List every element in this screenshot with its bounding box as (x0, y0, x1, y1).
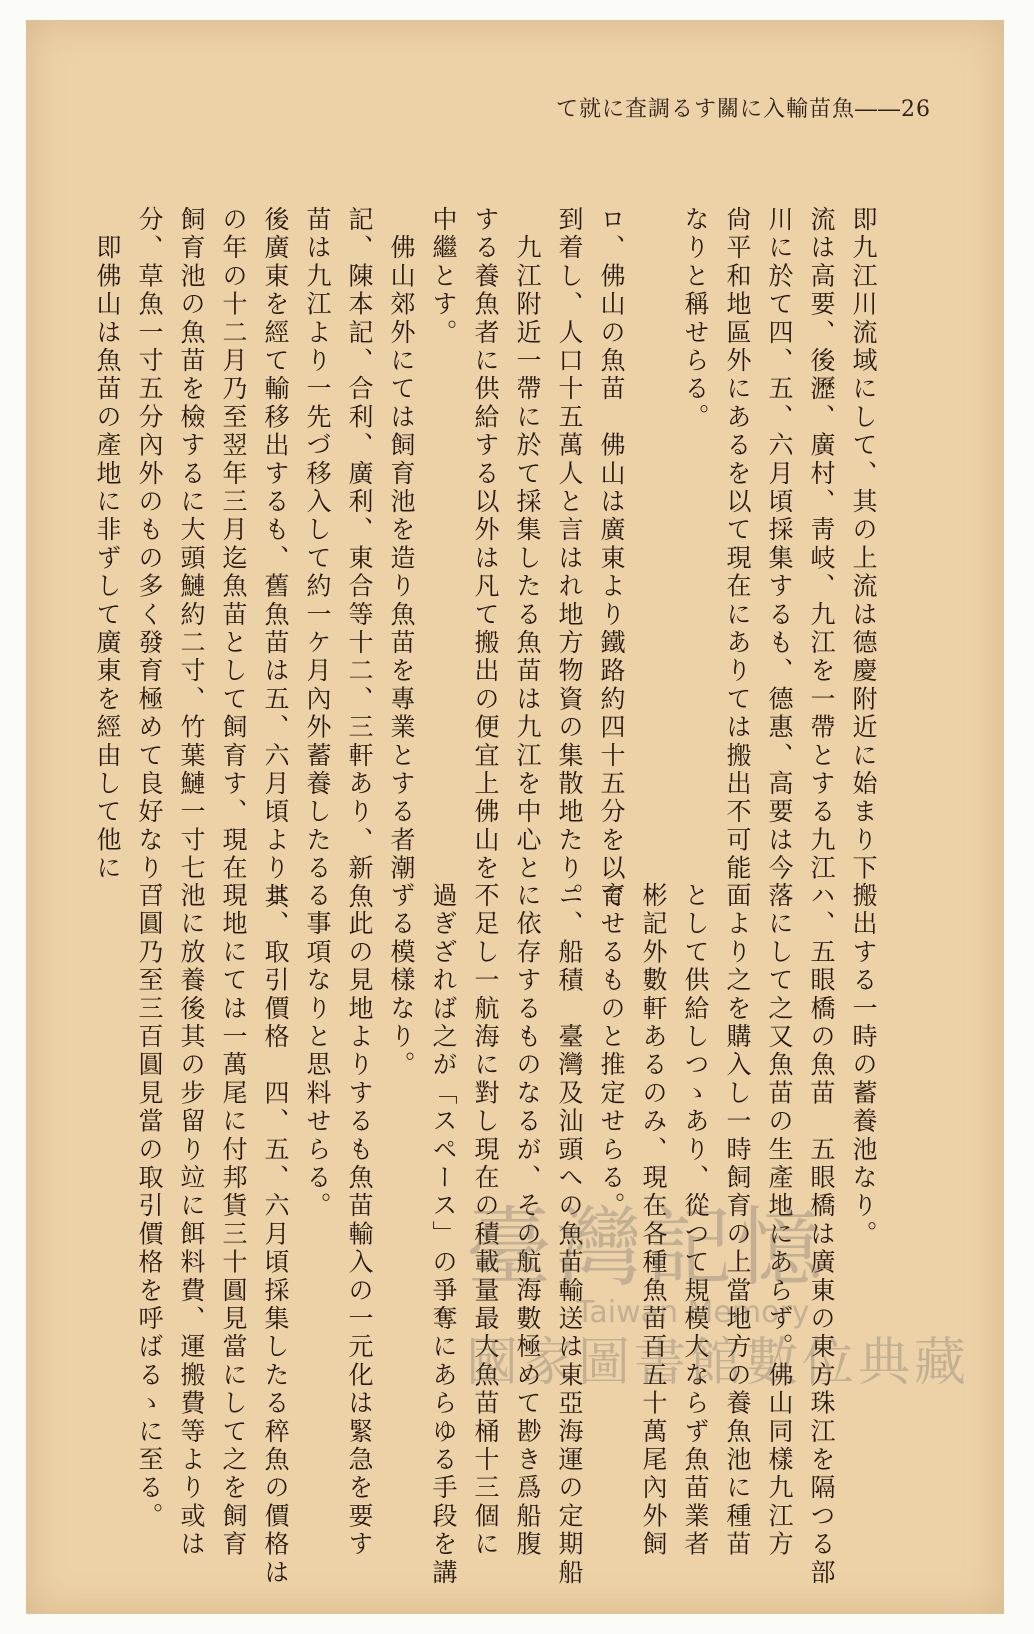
text-column: る事項なりと思料せらる。 (303, 882, 332, 1221)
text-column: 池に放養後其の步留り竝に餌料費、運搬費等より或は (177, 882, 206, 1559)
text-column: ずる模樣なり。 (387, 882, 416, 1080)
text-column: 育せるものと推定せらる。 (597, 882, 626, 1221)
text-column: する養魚者に供給する以外は凡て搬出の便宜上佛山を (471, 206, 500, 883)
text-column: 九江附近一帶に於て採集したる魚苗は九江を中心と (513, 206, 542, 883)
document-page (26, 20, 1004, 1614)
text-column: 川に於て四、五、六月頃採集するも、德惠、高要は今 (765, 206, 794, 883)
text-column: 搬出する一時の蓄養池なり。 (849, 882, 878, 1249)
text-column: 尙平和地區外にあるを以て現在にありては搬出不可能 (723, 206, 752, 883)
text-column: 落にして之又魚苗の生產地にあらず。佛山同樣九江方 (765, 882, 794, 1559)
text-column: ニ、船積 臺灣及汕頭への魚苗輸送は東亞海運の定期船 (555, 882, 584, 1587)
text-column: に依存するものなるが、その航海數極めて尠き爲船腹 (513, 882, 542, 1559)
text-column: として供給しつゝあり、從つて規模大ならず魚苗業者 (681, 882, 710, 1559)
text-column: なりと稱せらる。 (681, 206, 710, 432)
text-column: 即佛山は魚苗の產地に非ずして廣東を經由して他に (93, 206, 122, 883)
watermark-subtitle: 國家圖書館數位典藏 (466, 1333, 971, 1393)
text-column: ホ、取引價格 四、五、六月頃採集したる稡魚の價格は (261, 882, 290, 1587)
watermark-title: 臺灣記憶 (466, 1198, 826, 1298)
text-column: 百圓乃至三百圓見當の取引價格を呼ばるゝに至る。 (135, 882, 164, 1531)
text-column: 不足し一航海に對し現在の積載量最大魚苗桶十三個に (471, 882, 500, 1559)
text-column: 即九江川流域にして、其の上流は德慶附近に始まり下 (849, 206, 878, 883)
text-column: 到着し、人口十五萬人と言はれ地方物資の集散地たり。 (555, 206, 584, 911)
text-column: 苗は九江より一先づ移入して約一ケ月內外蓄養したる (303, 206, 332, 883)
text-column: 飼育池の魚苗を檢するに大頭鰱約二寸、竹葉鰱一寸七 (177, 206, 206, 883)
text-column: 此の見地よりするも魚苗輸入の一元化は緊急を要す (345, 882, 374, 1559)
text-column: 記、陳本記、合利、廣利、東合等十二、三軒あり、新魚 (345, 206, 374, 911)
text-column: ロ、佛山の魚苗 佛山は廣東より鐵路約四十五分を以て (597, 206, 626, 911)
text-column: 過ぎざれば之が「スペース」の爭奪にあらゆる手段を講 (429, 882, 458, 1587)
text-column: の年の十二月乃至翌年三月迄魚苗として飼育す、現在 (219, 206, 248, 883)
text-column: 中繼とす。 (429, 206, 458, 347)
text-column: 分、草魚一寸五分內外のもの多く發育極めて良好なり。 (135, 206, 164, 911)
text-column: 流は高要、後瀝、廣村、靑岐、九江を一帶とする九江 (807, 206, 836, 883)
watermark-english: Taiwan Memory (576, 1295, 810, 1330)
text-column: 現地にては一萬尾に付邦貨三十圓見當にして之を飼育 (219, 882, 248, 1559)
text-column: 彬記外數軒あるのみ、現在各種魚苗百五十萬尾內外飼 (639, 882, 668, 1559)
text-column: ハ、五眼橋の魚苗 五眼橋は廣東の東方珠江を隔つる部 (807, 882, 836, 1587)
text-column: 佛山郊外にては飼育池を造り魚苗を專業とする者潮 (387, 206, 416, 883)
running-header: て就に査調るす關に入輸苗魚――26 (556, 97, 931, 122)
text-column: 面より之を購入し一時飼育の上當地方の養魚池に種苗 (723, 882, 752, 1559)
text-column (633, 206, 673, 866)
text-column: 後廣東を經て輸移出するも、舊魚苗は五、六月頃より其 (261, 206, 290, 911)
